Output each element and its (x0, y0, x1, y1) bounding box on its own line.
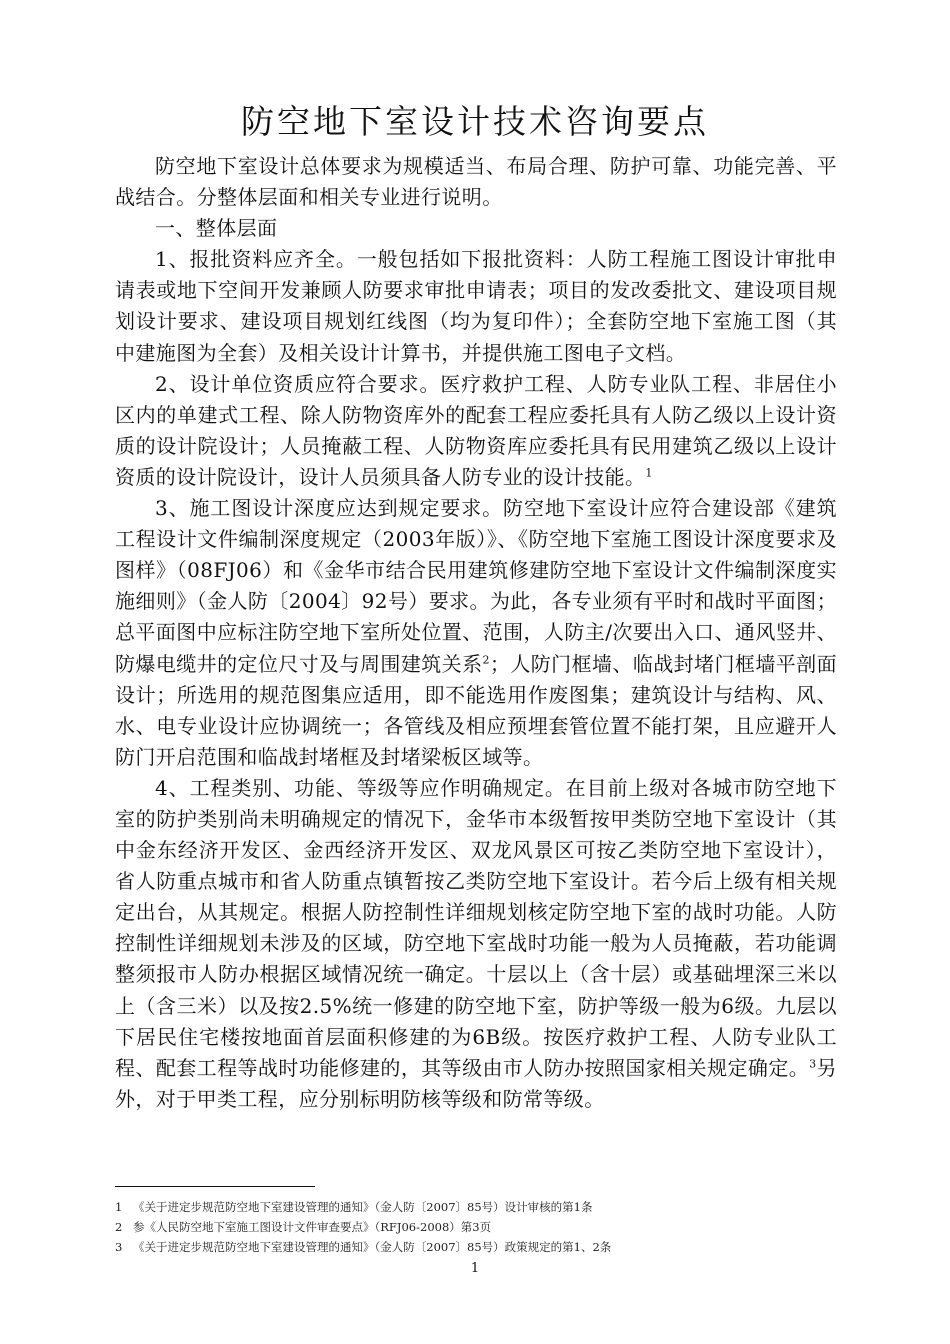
item-3-text-b: ；人防门框墙、临战封堵门框墙平剖面设计；所选用的规范图集应适用，即不能选用作废图集；建筑设计与结构、风、水、电专业设计应协调统一；各管线及相应预埋套管位置不能打架，且应避开人防门开启范围和临战封堵框及封堵梁板区域等。 (115, 651, 837, 769)
item-3-text-a: 3、施工图设计深度应达到规定要求。防空地下室设计应符合建设部《建筑工程设计文件编制深度规定（2003年版）》、《防空地下室施工图设计深度要求及图样》（08FJ06）和《金华市结合民用建筑修建防空地下室设计文件编制深度实施细则》（金人防〔2004〕92号）要求。为此，各专业须有平时和战时平面图；总平面图中应标注防空地下室所处位置、范围，人防主/次要出入口、通风竖井、防爆电缆井的定位尺寸及与周围建筑关系 (115, 496, 837, 676)
footnote-ref-1[interactable]: 1 (645, 466, 653, 480)
item-4-paragraph (115, 773, 837, 1115)
footnotes (115, 1197, 855, 1257)
item-2-text: 2、设计单位资质应符合要求。医疗救护工程、人防专业队工程、非居住小区内的单建式工程、除人防物资库外的配套工程应委托具有人防乙级以上设计资质的设计院设计；人员掩蔽工程、人防物资库应委托具有民用建筑乙级以上设计资质的设计院设计，设计人员须具备人防专业的设计技能。 (115, 371, 837, 489)
item-2-paragraph (115, 369, 837, 493)
footnote-ref-3[interactable]: 3 (809, 1057, 817, 1071)
intro-paragraph: 防空地下室设计总体要求为规模适当、布局合理、防护可靠、功能完善、平战结合。分整体层面和相关专业进行说明。 (115, 154, 837, 210)
item-4-text-b: 另外，对于甲类工程，应分别标明防核等级和防常等级。 (115, 1055, 837, 1111)
section-heading: 一、整体层面 (155, 216, 278, 241)
document-body (115, 151, 837, 1115)
footnote-1 (115, 1197, 855, 1217)
footnote-text: 《关于进定步规范防空地下室建设管理的通知》（金人防〔2007〕85号）设计审核的第1条 (133, 1200, 593, 1214)
footnote-mark: 2 (115, 1220, 123, 1234)
item-1-paragraph: 1、报批资料应齐全。一般包括如下报批资料：人防工程施工图设计审批申请表或地下空间开发兼顾人防要求审批申请表；项目的发改委批文、建设项目规划设计要求、建设项目规划红线图（均为复印件）；全套防空地下室施工图（其中建施图为全套）及相关设计计算书，并提供施工图电子文档。 (115, 247, 837, 365)
footnote-mark: 3 (115, 1240, 123, 1254)
footnote-text: 《关于进定步规范防空地下室建设管理的通知》（金人防〔2007〕85号）政策规定的第1、2条 (133, 1240, 612, 1254)
footnote-2 (115, 1217, 855, 1237)
footnote-text: 参《人民防空地下室施工图设计文件审查要点》（RFJ06-2008）第3页 (133, 1220, 492, 1234)
footnote-ref-2[interactable]: 2 (482, 652, 490, 666)
footnote-mark: 1 (115, 1200, 123, 1214)
page-number: 1 (470, 1261, 480, 1276)
document-title: 防空地下室设计技术咨询要点 (241, 102, 709, 141)
item-4-text-a: 4、工程类别、功能、等级等应作明确规定。在目前上级对各城市防空地下室的防护类别尚未明确规定的情况下，金华市本级暂按甲类防空地下室设计（其中金东经济开发区、金西经济开发区、双龙风景区可按乙类防空地下室设计），省人防重点城市和省人防重点镇暂按乙类防空地下室设计。若今后上级有相关规定出台，从其规定。根据人防控制性详细规划核定防空地下室的战时功能。人防控制性详细规划未涉及的区域，防空地下室战时功能一般为人员掩蔽，若功能调整须报市人防办根据区域情况统一确定。十层以上（含十层）或基础埋深三米以上（含三米）以及按2.5%统一修建的防空地下室，防护等级一般为6级。九层以下居民住宅楼按地面首层面积修建的为6B级。按医疗救护工程、人防专业队工程、配套工程等战时功能修建的，其等级由市人防办按照国家相关规定确定。 (115, 775, 837, 1080)
item-3-paragraph (115, 493, 837, 773)
footnote-3 (115, 1237, 855, 1257)
footnote-separator (115, 1186, 315, 1187)
